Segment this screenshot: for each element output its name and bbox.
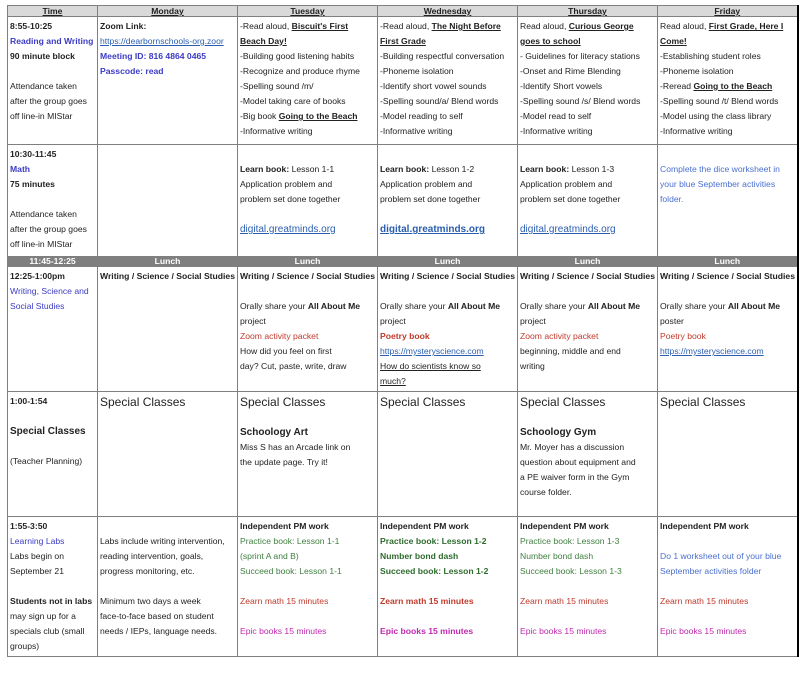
tuesday-writing <box>238 267 378 392</box>
thursday-special <box>518 392 658 517</box>
share-bold: All About Me <box>587 301 641 311</box>
item: -Establishing student roles <box>660 51 761 61</box>
monday-special <box>98 392 238 517</box>
time-slot: 12:25-1:00pm <box>10 271 65 281</box>
item: -Model read to self <box>520 111 592 121</box>
tuesday-pm <box>238 517 378 657</box>
labs-line: reading intervention, goals, <box>100 551 204 561</box>
subject: Writing, Science and <box>10 286 89 296</box>
poetry-book: Poetry book <box>660 331 706 341</box>
reread-title: Going to the Beach <box>693 81 773 91</box>
item: -Spelling sound /s/ Blend words <box>520 96 641 106</box>
header-monday: Monday <box>98 6 238 17</box>
learn-book <box>240 162 375 177</box>
row-math <box>8 145 798 257</box>
passcode: Passcode: read <box>100 66 164 76</box>
lunch-label: Lunch <box>238 257 378 267</box>
worksheet: September activities folder <box>660 566 762 576</box>
special-classes: Special Classes <box>520 395 606 409</box>
monday-writing <box>98 267 238 392</box>
practice-book: Practice book: Lesson 1-2 <box>380 536 487 546</box>
big-prefix: -Big book <box>240 111 279 121</box>
lesson: Lesson 1-3 <box>569 164 615 174</box>
item: -Spelling sound /m/ <box>240 81 314 91</box>
succeed-book: Succeed book: Lesson 1-1 <box>240 566 342 576</box>
share-prefix: Orally share your <box>660 301 728 311</box>
item: -Building good listening habits <box>240 51 355 61</box>
special-classes: Special Classes <box>240 395 326 409</box>
line: Application problem and <box>240 179 333 189</box>
greatminds-link[interactable]: digital.greatminds.org <box>380 224 486 235</box>
subject: Social Studies <box>10 301 65 311</box>
subject-header: Writing / Science / Social Studies <box>660 271 795 281</box>
read-aloud <box>240 19 375 49</box>
labs-line: face-to-face based on student <box>100 611 214 621</box>
special-classes: Special Classes <box>660 395 746 409</box>
question: How do scientists know so <box>380 361 481 371</box>
header-row <box>8 6 798 17</box>
gym-line: Mr. Moyer has a discussion <box>520 442 625 452</box>
row-lunch <box>8 257 798 267</box>
labs-line: Labs include writing intervention, <box>100 536 225 546</box>
mysteryscience-link[interactable]: https://mysteryscience.com <box>660 346 764 356</box>
header-tuesday: Tuesday <box>238 6 378 17</box>
subject-header: Writing / Science / Social Studies <box>100 271 235 281</box>
header-thursday: Thursday <box>518 6 658 17</box>
share-suffix: poster <box>660 316 684 326</box>
tuesday-math <box>238 145 378 257</box>
meeting-id: Meeting ID: 816 4864 0465 <box>100 51 207 61</box>
lunch-label: Lunch <box>378 257 518 267</box>
item: -Identify Short vowels <box>520 81 603 91</box>
teacher-planning: (Teacher Planning) <box>10 456 83 466</box>
worksheet: Do 1 worksheet out of your blue <box>660 551 782 561</box>
poetry-book: Poetry book <box>380 331 430 341</box>
special-classes: Special Classes <box>100 395 186 409</box>
row-reading <box>8 17 798 145</box>
item: -Informative writing <box>520 126 593 136</box>
pm-title: Independent PM work <box>660 521 749 531</box>
special-classes: Special Classes <box>380 395 466 409</box>
item: -Building respectful conversation <box>380 51 505 61</box>
line: problem set done together <box>240 194 341 204</box>
pm-title: Independent PM work <box>240 521 329 531</box>
header-friday: Friday <box>658 6 798 17</box>
thursday-writing <box>518 267 658 392</box>
item: -Phoneme isolation <box>660 66 734 76</box>
subject: Math <box>10 164 31 174</box>
time-cell-math <box>8 145 98 257</box>
learn-label: Learn book: <box>520 164 570 174</box>
read-prefix: -Read aloud, <box>240 21 292 31</box>
zoom-packet: Zoom activity packet <box>240 331 319 341</box>
book-title: Biscuit's First Beach Day! <box>240 21 349 46</box>
epic: Epic books 15 minutes <box>380 626 474 636</box>
share <box>520 299 655 314</box>
art-line: Miss S has an Arcade link on <box>240 442 351 452</box>
zoom-link[interactable]: https://dearbornschools-org.zoor <box>100 36 224 46</box>
share-prefix: Orally share your <box>380 301 448 311</box>
share <box>380 299 515 314</box>
learn-book <box>380 162 515 177</box>
big-book <box>240 109 375 124</box>
schoology-gym: Schoology Gym <box>520 427 597 438</box>
time-slot: 8:55-10:25 <box>10 21 53 31</box>
schedule-table <box>7 5 799 657</box>
item: -Informative writing <box>660 126 733 136</box>
greatminds-link[interactable]: digital.greatminds.org <box>240 224 336 235</box>
pm-title: Independent PM work <box>380 521 469 531</box>
read-aloud <box>380 19 515 49</box>
wednesday-math <box>378 145 518 257</box>
wednesday-writing <box>378 267 518 392</box>
read-aloud <box>660 19 795 49</box>
subject: Reading and Writing <box>10 36 94 46</box>
share-suffix: project <box>240 316 266 326</box>
mysteryscience-link[interactable]: https://mysteryscience.com <box>380 346 484 356</box>
zearn: Zearn math 15 minutes <box>520 596 609 606</box>
duration: 90 minute block <box>10 51 75 61</box>
share-suffix: project <box>380 316 406 326</box>
friday-math <box>658 145 798 257</box>
labs-line: needs / IEPs, language needs. <box>100 626 218 636</box>
friday-pm <box>658 517 798 657</box>
epic: Epic books 15 minutes <box>660 626 747 636</box>
learning-labs: Learning Labs <box>10 536 65 546</box>
labs-begin: September 21 <box>10 566 64 576</box>
time-cell-pm <box>8 517 98 657</box>
book-title: The Night Before First Grade <box>380 21 501 46</box>
lunch-label: Lunch <box>98 257 238 267</box>
attendance-line: off line-in MIStar <box>10 239 73 249</box>
subject-header: Writing / Science / Social Studies <box>240 271 375 281</box>
share-bold: All About Me <box>727 301 781 311</box>
share-prefix: Orally share your <box>520 301 588 311</box>
item: - Guidelines for literacy stations <box>520 51 640 61</box>
read-prefix: Read aloud, <box>660 21 709 31</box>
tuesday-special <box>238 392 378 517</box>
share-prefix: Orally share your <box>240 301 308 311</box>
item: -Spelling sound/a/ Blend words <box>380 96 499 106</box>
thursday-reading <box>518 17 658 145</box>
item: -Model using the class library <box>660 111 772 121</box>
friday-special <box>658 392 798 517</box>
number-bond: Number bond dash <box>520 551 594 561</box>
zoom-packet: Zoom activity packet <box>520 331 599 341</box>
learn-label: Learn book: <box>380 164 430 174</box>
header-wednesday: Wednesday <box>378 6 518 17</box>
art-line: the update page. Try it! <box>240 457 328 467</box>
labs-line: Minimum two days a week <box>100 596 201 606</box>
time-slot: 1:00-1:54 <box>10 396 48 406</box>
greatminds-link[interactable]: digital.greatminds.org <box>520 224 616 235</box>
monday-pm <box>98 517 238 657</box>
question: day? Cut, paste, write, draw <box>240 361 347 371</box>
worksheet-line: folder. <box>660 194 684 204</box>
reread <box>660 79 795 94</box>
read-prefix: -Read aloud, <box>380 21 432 31</box>
share <box>240 299 375 314</box>
row-special <box>8 392 798 517</box>
schoology-art: Schoology Art <box>240 427 308 438</box>
share-suffix: project <box>520 316 546 326</box>
friday-writing <box>658 267 798 392</box>
pm-title: Independent PM work <box>520 521 609 531</box>
time-cell-writing <box>8 267 98 392</box>
question: writing <box>520 361 545 371</box>
item: -Recognize and produce rhyme <box>240 66 360 76</box>
reread-prefix: -Reread <box>660 81 694 91</box>
duration: 75 minutes <box>10 179 55 189</box>
attendance-line: after the group goes <box>10 224 87 234</box>
friday-reading <box>658 17 798 145</box>
labs-begin: Labs begin on <box>10 551 64 561</box>
item: -Model taking care of books <box>240 96 346 106</box>
read-aloud <box>520 19 655 49</box>
lesson: Lesson 1-2 <box>429 164 475 174</box>
number-bond: Number bond dash <box>380 551 459 561</box>
worksheet-line: Complete the dice worksheet in <box>660 164 780 174</box>
monday-reading <box>98 17 238 145</box>
attendance-line: Attendance taken <box>10 209 77 219</box>
lunch-label: Lunch <box>658 257 798 267</box>
succeed-book: Succeed book: Lesson 1-2 <box>380 566 489 576</box>
item: -Phoneme isolation <box>380 66 454 76</box>
epic: Epic books 15 minutes <box>240 626 327 636</box>
row-writing-science <box>8 267 798 392</box>
question: much? <box>380 376 406 386</box>
practice-book: Practice book: Lesson 1-1 <box>240 536 340 546</box>
item: -Informative writing <box>380 126 453 136</box>
time-cell-special <box>8 392 98 517</box>
share-bold: All About Me <box>307 301 361 311</box>
learn-label: Learn book: <box>240 164 290 174</box>
succeed-book: Succeed book: Lesson 1-3 <box>520 566 622 576</box>
book-title: First Grade, Here I Come! <box>660 21 784 46</box>
thursday-math <box>518 145 658 257</box>
question: beginning, middle and end <box>520 346 621 356</box>
read-prefix: Read aloud, <box>520 21 569 31</box>
zearn: Zearn math 15 minutes <box>380 596 474 606</box>
time-slot: 10:30-11:45 <box>10 149 57 159</box>
line: Application problem and <box>520 179 613 189</box>
learn-book <box>520 162 655 177</box>
gym-line: question about equipment and <box>520 457 636 467</box>
not-in-labs: Students not in labs <box>10 596 93 606</box>
book-title: Curious George goes to school <box>520 21 634 46</box>
not-in-labs: may sign up for a <box>10 611 76 621</box>
attendance-line: off line-in MIStar <box>10 111 73 121</box>
item: -Onset and Rime Blending <box>520 66 621 76</box>
subject-header: Writing / Science / Social Studies <box>520 271 655 281</box>
row-pm <box>8 517 798 657</box>
lunch-time: 11:45-12:25 <box>8 257 98 267</box>
worksheet-line: your blue September activities <box>660 179 776 189</box>
labs-line: progress monitoring, etc. <box>100 566 195 576</box>
line: problem set done together <box>520 194 621 204</box>
question: How did you feel on first <box>240 346 332 356</box>
zearn: Zearn math 15 minutes <box>240 596 329 606</box>
line: problem set done together <box>380 194 481 204</box>
time-slot: 1:55-3:50 <box>10 521 48 531</box>
epic: Epic books 15 minutes <box>520 626 607 636</box>
sprint: (sprint A and B) <box>240 551 299 561</box>
gym-line: a PE waiver form in the Gym <box>520 472 630 482</box>
header-time: Time <box>8 6 98 17</box>
wednesday-reading <box>378 17 518 145</box>
thursday-pm <box>518 517 658 657</box>
zearn: Zearn math 15 minutes <box>660 596 749 606</box>
monday-math <box>98 145 238 257</box>
share-bold: All About Me <box>447 301 501 311</box>
practice-book: Practice book: Lesson 1-3 <box>520 536 620 546</box>
item: -Model reading to self <box>380 111 463 121</box>
big-title: Going to the Beach <box>278 111 358 121</box>
tuesday-reading <box>238 17 378 145</box>
lesson: Lesson 1-1 <box>289 164 335 174</box>
wednesday-pm <box>378 517 518 657</box>
item: -Identify short vowel sounds <box>380 81 487 91</box>
zoom-label: Zoom Link: <box>100 21 147 31</box>
not-in-labs: groups) <box>10 641 40 651</box>
gym-line: course folder. <box>520 487 572 497</box>
not-in-labs: specials club (small <box>10 626 85 636</box>
time-cell-reading <box>8 17 98 145</box>
subject-header: Writing / Science / Social Studies <box>380 271 515 281</box>
special-title: Special Classes <box>10 426 86 437</box>
line: Application problem and <box>380 179 473 189</box>
lunch-label: Lunch <box>518 257 658 267</box>
wednesday-special <box>378 392 518 517</box>
item: -Spelling sound /t/ Blend words <box>660 96 779 106</box>
attendance-line: after the group goes <box>10 96 87 106</box>
share <box>660 299 795 314</box>
attendance-line: Attendance taken <box>10 81 77 91</box>
item: -Informative writing <box>240 126 313 136</box>
